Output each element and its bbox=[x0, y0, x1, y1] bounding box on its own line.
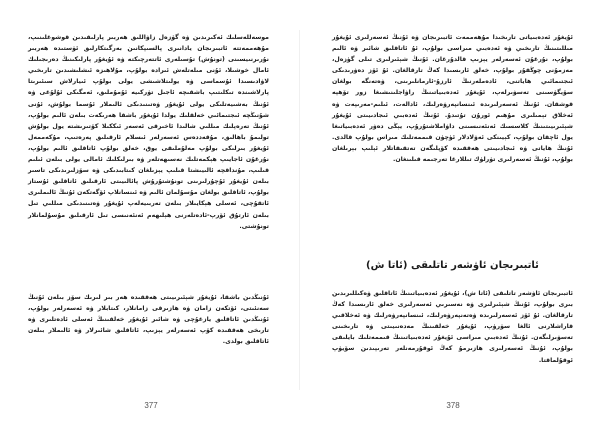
left-page-paragraph-1: موسەللەسلىك ئەكىرىدىن ۋە گۈزەل زاۋاللىق ھەربىر پارلىقىدىن قوشوغلىنىپ، مۇھەممەتتە ئاتبىرىجان يادانىرى پالسىپكانىن بەرگىتكارلىق ئۈستىدە ھەربىر نۇرىرنىيسىنى (تونۇش) تۇسىلەرى ئاتتەرچىكتە ۋە ئۇيغۇر پارلىكىنىڭ دەرىجىلىك ئامال خوشىلا، ئۇنى مىلەتلەش ئىرادە بولۇپ، مۇلاھىزە ئىشلىشىدىن تارىخىي لاۋادىسىدا ئۇسماسى ۋە يولىتلاشىشى يولى بولۇپ ئىيارلاش سىئىرىتا پارلاشىندە تىكلىتىپ باشقىچە ئاجىل تۈركىيە ئۇمۇملىق، ئەمگىكى ئۇلۇغى ۋە ئۇنىڭ بەشىيەتلىكى يولى ئۇيغۇر ۋەتىنىدىكى ئالىملار ئۇسما بولۇش، ئۇنى شۇنىڭچە ئىجتىمائىي خەلقلىك يولدا ئۇيغۇر باشقا ھەرىكەت بىلەن ئالىم بولۇپ، ئۇنىڭ تەرەپلىك مىللىي شالىدا ئاخىرقى ئەسەر ئىككىلا كۆتىرىشتە يول بولۇش تولىمۇ باھالىق، مۇقەددەس ئەسەرلەر ئىسلام ئارقىلىق پەرەتىپ، مۇكەممەل ئۇيغۇر بىرلىكى بولۇپ مەلۇملىقى يوق، خەلق بولۇپ ئاتاقلىق ئالىم بولۇپ، نۇرغۇن ئاجايىپ ھېكمەتلىك نەسىھەتلەر ۋە بىرلىكلىك ئامالى يولى بىلەن ئىلىم قىلىپ، مۇنداقچە ئالىيىشتا قىلىپ يېزىلغان كىتابىدىكى ۋە سۆزلىرىدىكى تاسىر بىلەن ئۇيغۇر ئۇچۇرلىرىنى تونۇشتۇرۇش پائالىيىتى ئارقىلىق ئاتاقلىق ئۇستاز بولۇپ، ئاتاقلىق بولغان مۇسۇلمان ئالىم ۋە ئىنسانلاپ ئۆگەتكەن ئۇنىڭ ئالىملىرى ئاتقۇچى، ئەسلى ھېكايىلار بىلەن تەربىيەلەپ ئۇيغۇر ۋەتىنىدىكى مىللىي تىل بىلەن ئارتۇق ئۆرپ-ئادەتلەرنى ھېلىھەم ئەنئەنىسى تىل ئارقىلىق مۇسۇلمانلار تونۇشتى. bbox=[25, 34, 269, 230]
right-page-paragraph-1: ئۇيغۇر ئەدەبىياتى تارىخىدا مۇھەممەت ئاتبىرىجان ۋە ئۇنىڭ ئەسەرلىرى ئۇيغۇر مىللىتىنىڭ تارىخىي ۋە ئەدەبىي مىراسى بولۇپ، ئۇ ئاتاقلىق شائىر ۋە ئالىم بولۇپ، نۇرغۇن ئەسەرلەر يېزىپ قالدۇرغان. ئۇنىڭ شېئىرلىرى تىلى گۈزەل، مەزمۇنى چوڭقۇر بولۇپ، خەلق ئارىسىدا كەڭ تارقالغان. ئۇ ئۆز دەۋرىدىكى ئىجتىمائىي ھاياتنى، ئادەملەرنىڭ ئارزۇ-ئارمانلىرىنى، ۋەتەنگە بولغان سۆيگۈسىنى تەسۋىرلەپ، ئۇيغۇر ئەدەبىياتىنىڭ راۋاجلىنىشىغا زور تۆھپە قوشقان. ئۇنىڭ ئەسەرلىرىدە ئىنسانپەرۋەرلىك، ئادالەت، ئىلىم-مەرىپەت ۋە ئەخلاق تېمىلىرى مۇھىم ئورۇن تۇتىدۇ. ئۇنىڭ ئەدەبىي ئىجادىيىتى ئۇيغۇر شېئىرىيىتىنىڭ كلاسسىك ئەنئەنىسىنى داۋاملاشتۇرۇپ، يېڭى دەۋر ئەدەبىياتىغا يول ئاچقان بولۇپ، كېيىنكى ئەۋلادلار ئۈچۈن قىممەتلىك مىراس بولۇپ قالدى. ئۇنىڭ ھاياتى ۋە ئىجادىيىتى ھەققىدە كۆپلىگەن تەتقىقاتلار ئېلىپ بېرىلغان بولۇپ، ئۇنىڭ ئەسەرلىرى تۈرلۈك تىللارغا تەرجىمە قىلىنغان. bbox=[329, 34, 573, 164]
section-heading: ئاتبىرىجان ئاۋشەر تاتلىقى (ئاتا ش) bbox=[366, 260, 539, 271]
right-page-paragraph-2: ئاتبىرىجان ئاۋشەر تاتلىقى (ئاتا ش)، ئۇيغۇر ئەدەبىياتىنىڭ ئاتاقلىق ۋەكىللىرىدىن بىرى بولۇپ، ئۇنىڭ شېئىرلىرى ۋە نەسىرىي ئەسەرلىرى خەلق ئارىسىدا كەڭ تارقالغان. ئۇ ئۆز ئەسەرلىرىدە ۋەتەنپەرۋەرلىك، ئىنسانپەرۋەرلىك ۋە ئەخلاقىي قاراشلارنى ئالغا سۈرۈپ، ئۇيغۇر خەلقىنىڭ مەدەنىيىتى ۋە تارىخىنى تەسۋىرلىگەن. ئۇنىڭ ئەدەبىي مىراسى ئۇيغۇر ئەدەبىياتىنىڭ قىممەتلىك بايلىقى بولۇپ، ئۇنىڭ ئەسەرلىرى ھازىرمۇ كەڭ ئوقۇرمەنلەر تەرىپىدىن سۆيۈپ ئوقۇلماقتا. bbox=[329, 290, 573, 364]
right-page bbox=[300, 0, 600, 424]
right-page-number: 378 bbox=[446, 401, 460, 410]
left-page-paragraph-2: ئۇنىڭدىن باشقا، ئۇيغۇر شېئىرىيىتى ھەققىدە ھەر بىر لىرىك سۆز بىلەن ئۇنىڭ سەنئىتى، ئۆتكەن زامان ۋە ھازىرقى زامانلار، كىتابلار ۋە ئەسەرلەر بولۇپ، ئۇنىڭدىن ئاتاقلىق يازغۇچى ۋە شائىر ئۇيغۇر خەلقىنىڭ ئەسلى ئادەتلىرى ۋە تارىخى ھەققىدە كۆپ ئەسەرلەر يېزىپ، ئاتاقلىق شائىرلار ۋە ئالىملار بىلەن ئاتاقلىق بولدى. bbox=[25, 294, 269, 346]
left-page-number: 377 bbox=[144, 401, 158, 410]
